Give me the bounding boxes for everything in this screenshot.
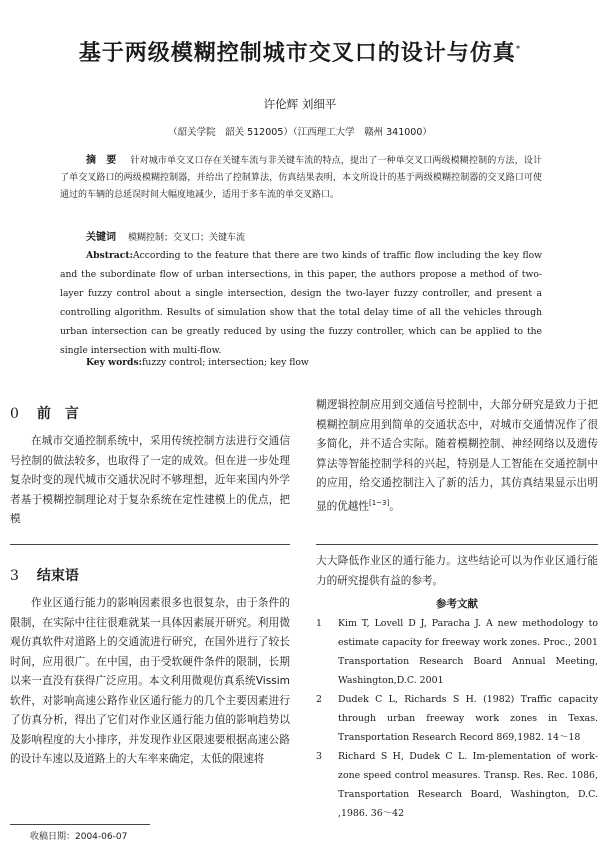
keywords-zh-text: 模糊控制；交叉口；关键车流 — [128, 233, 246, 243]
abstract-en — [60, 246, 542, 360]
references-list — [316, 614, 598, 823]
abstract-zh-text: 针对城市单交叉口存在关键车流与非关键车流的特点，提出了一种单交叉口两级模糊控制的方法，设计了单交叉路口的两级模糊控制器，并给出了控制算法，仿真结果表明，本文所设计的基于两级模糊控制器的交叉路口可使通过的车辆的总延误时间大幅度地减少，适用于多车流的单交叉路口。 — [60, 156, 542, 200]
section-3-heading — [10, 565, 79, 585]
title-footnote-mark: * — [515, 44, 522, 55]
section-0-left-paragraph: 在城市交通控制系统中，采用传统控制方法进行交通信号控制的做法较多，也取得了一定的成效。但在进一步处理复杂时变的现代城市交通状况时不够理想，近年来国内外学者基于模糊控制理论对于复杂系统在定性建模上的优点，把模 — [10, 435, 290, 525]
reference-number: 1 — [316, 618, 322, 629]
section-3-number: 3 — [10, 568, 19, 584]
keywords-en-text: fuzzy control; intersection; key flow — [142, 357, 309, 368]
section-0-heading — [10, 403, 79, 423]
abstract-zh — [60, 152, 542, 204]
reference-item — [316, 690, 598, 747]
column-divider-right — [316, 544, 598, 545]
section-3-left-paragraph: 作业区通行能力的影响因素很多也很复杂，由于条件的限制，在实际中往往很难就某一具体因素展开研究。利用微观仿真软件对道路上的交通流进行研究，在国外进行了较长时间，应用很广。在中国，由于受软硬件条件的限制，长期以来一直没有获得广泛应用。本文利用微观仿真系统Vissim软件，对影响高速公路作业区通行能力的几个主要因素进行了仿真分析，得出了它们对作业区通行能力值的影响趋势以及影响程度的大小排序，并发现作业区限速要根据高速公路的设计车速以及道路上的大车率来确定，太低的限速将 — [10, 597, 290, 765]
section-0-title: 前 言 — [36, 406, 79, 422]
keywords-en — [86, 357, 309, 368]
reference-number: 3 — [316, 751, 322, 762]
section-3-right-paragraph: 大大降低作业区的通行能力。这些结论可以为作业区通行能力的研究提供有益的参考。 — [316, 555, 598, 587]
abstract-zh-label: 摘 要 — [86, 155, 117, 166]
reference-number: 2 — [316, 694, 322, 705]
affiliations: （韶关学院 韶关 512005）（江西理工大学 赣州 341000） — [168, 127, 432, 138]
references-title: 参考文献 — [436, 598, 478, 610]
reference-item — [316, 747, 598, 823]
reference-text: Kim T, Lovell D J, Paracha J. A new methodology to estimate capacity for freeway work zones. Proc., 2001 Transportation Research Board Annual Meeting, Washington,D.C. 2001 — [338, 618, 598, 686]
keywords-zh — [86, 228, 245, 243]
authors: 许伦辉 刘细平 — [263, 97, 337, 111]
column-divider-left — [10, 544, 290, 545]
abstract-en-text: According to the feature that there are two kinds of traffic flow including the key flow and the subordinate flow of urban intersections, in this paper, the authors propose a method of two-layer fuzzy control about a single intersection, design the two-layer fuzzy controller, and present a controlling algorithm. Results of simulation show that the total delay time of all the vehicles through urban intersection can be greatly reduced by using the fuzzy controller, which can be applied to the single intersection with multi-flow. — [60, 250, 542, 356]
reference-text: Dudek C L, Richards S H. (1982) Traffic capacity through urban freeway work zones in Texas. Transportation Research Record 869,1982. 14～18 — [338, 694, 598, 743]
section-0-number: 0 — [10, 406, 19, 422]
received-date: 收稿日期：2004-06-07 — [30, 832, 128, 842]
footnote-rule — [10, 824, 150, 825]
keywords-zh-label: 关键词 — [86, 232, 116, 243]
reference-item — [316, 614, 598, 690]
section-0-right-paragraph: 糊逻辑控制应用到交通信号控制中，大部分研究是致力于把模糊控制应用到简单的交通状态中，对城市交通情况作了很多简化，并不适合实际。随着模糊控制、神经网络以及遗传算法等智能控制学科的兴起，特别是人工智能在交通控制中的应用，给交通控制注入了新的活力，其仿真结果显示出明显的优越性[1~3]。 — [316, 399, 598, 513]
abstract-en-label: Abstract: — [86, 250, 133, 261]
section-3-title: 结束语 — [36, 568, 79, 584]
reference-text: Richard S H, Dudek C L. Im-plementation of work-zone speed control measures. Transp. Res. Rec. 1086, Transportation Research Board, Washington, D.C. ,1986. 36～42 — [338, 751, 598, 819]
keywords-en-label: Key words: — [86, 357, 143, 368]
paper-title: 基于两级模糊控制城市交叉口的设计与仿真* — [78, 41, 522, 66]
citation: [1~3] — [368, 498, 390, 507]
